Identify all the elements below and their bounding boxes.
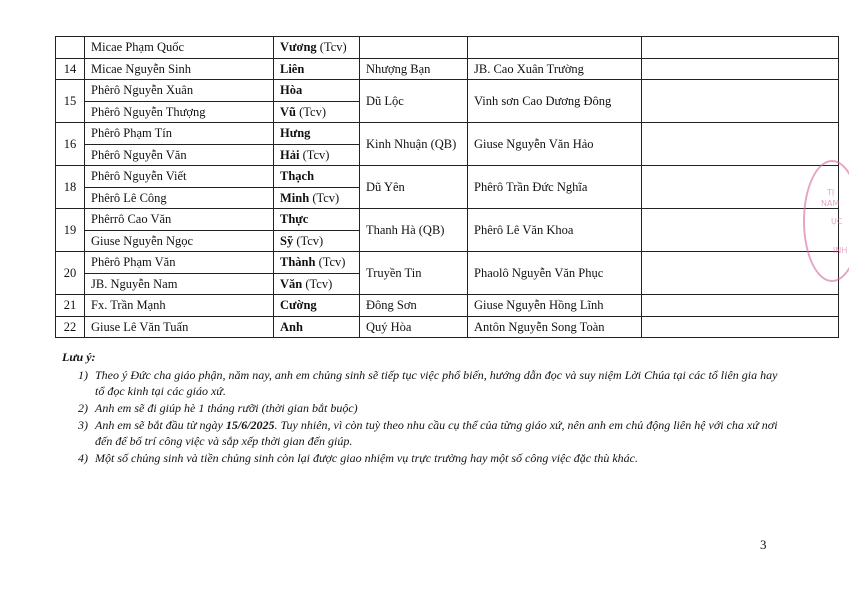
parish-priest-cell: Giuse Nguyễn Văn Hảo <box>468 123 642 166</box>
row-number-cell: 21 <box>56 295 85 317</box>
seminarian-given-name-cell <box>274 230 360 252</box>
notes-heading: Lưu ý: <box>62 350 96 364</box>
seminarian-name-cell: Micae Phạm Quốc <box>85 37 274 59</box>
given-name: Văn <box>280 276 303 291</box>
given-name-suffix: (Tcv) <box>315 255 346 270</box>
note-number: 2) <box>78 401 88 415</box>
note-text-part: . Tuy nhiên, vì còn tuỳ theo nhu cầu cụ thể của từng giáo xứ, nên anh em chủ động liên hệ với cha xứ nơi đến để bố trí công việc và sắp xếp thời gian đến giúp. <box>95 418 778 448</box>
seminarian-name-cell: Giuse Lê Văn Tuấn <box>85 316 274 338</box>
parish-cell: Truyền Tin <box>360 252 468 295</box>
given-name: Hưng <box>280 126 311 141</box>
given-name-suffix: (Tcv) <box>316 40 347 55</box>
remarks-cell <box>642 37 839 59</box>
table-row <box>56 58 839 80</box>
given-name: Thành <box>280 255 316 270</box>
notes-section <box>62 349 782 467</box>
row-number-cell: 20 <box>56 252 85 295</box>
table-row <box>56 295 839 317</box>
seminarian-name-cell: Micae Nguyễn Sinh <box>85 58 274 80</box>
seminarian-given-name-cell <box>274 295 360 317</box>
seminarian-name-cell: Phêrô Nguyễn Văn <box>85 144 274 166</box>
given-name: Thạch <box>280 169 315 184</box>
parish-priest-cell: Phêrô Trần Đức Nghĩa <box>468 166 642 209</box>
seminarian-given-name-cell <box>274 144 360 166</box>
seminarian-given-name-cell <box>274 209 360 231</box>
given-name: Hòa <box>280 83 303 98</box>
parish-cell: Thanh Hà (QB) <box>360 209 468 252</box>
notes-list <box>62 367 782 466</box>
parish-priest-cell: Phêrô Lê Văn Khoa <box>468 209 642 252</box>
row-number-cell: 19 <box>56 209 85 252</box>
seminarian-given-name-cell <box>274 187 360 209</box>
given-name: Hải <box>280 147 300 162</box>
seminarian-name-cell: Phêrô Nguyễn Xuân <box>85 80 274 102</box>
seminarian-given-name-cell <box>274 37 360 59</box>
seminarian-name-cell: Phêrrô Cao Văn <box>85 209 274 231</box>
page-number: 3 <box>760 537 767 552</box>
note-text-part: Anh em sẽ bắt đầu từ ngày <box>95 418 226 432</box>
note-item <box>62 450 782 466</box>
note-text <box>95 400 782 416</box>
given-name: Minh <box>280 190 310 205</box>
table-row <box>56 316 839 338</box>
table-row <box>56 123 839 145</box>
given-name: Vũ <box>280 104 296 119</box>
seminarian-name-cell: Phêrô Lê Công <box>85 187 274 209</box>
table-row <box>56 37 839 59</box>
table-row <box>56 166 839 188</box>
parish-cell <box>360 37 468 59</box>
seminarian-given-name-cell <box>274 123 360 145</box>
seminarian-name-cell: Giuse Nguyễn Ngọc <box>85 230 274 252</box>
table-row <box>56 80 839 102</box>
remarks-cell <box>642 316 839 338</box>
note-number: 1) <box>78 368 88 382</box>
given-name: Sỹ <box>280 233 294 248</box>
note-text <box>95 450 782 466</box>
note-text <box>95 367 782 399</box>
parish-priest-cell: Giuse Nguyễn Hồng Lĩnh <box>468 295 642 317</box>
table-row <box>56 252 839 274</box>
seminarian-name-cell: JB. Nguyễn Nam <box>85 273 274 295</box>
parish-cell: Kinh Nhuận (QB) <box>360 123 468 166</box>
remarks-cell <box>642 295 839 317</box>
seminarian-given-name-cell <box>274 80 360 102</box>
note-number: 4) <box>78 451 88 465</box>
note-text-part: Anh em sẽ đi giúp hè 1 tháng rưỡi (thời gian bắt buộc) <box>95 401 358 415</box>
given-name: Cường <box>280 298 317 313</box>
note-text-part: Theo ý Đức cha giáo phận, năm nay, anh em chủng sinh sẽ tiếp tục việc phổ biến, hướng dẫn đọc và suy niệm Lời Chúa tại các tổ liên gia hay tổ đọc kinh tại các giáo xứ. <box>95 368 778 398</box>
parish-priest-cell: JB. Cao Xuân Trường <box>468 58 642 80</box>
note-text <box>95 417 782 449</box>
seminarian-given-name-cell <box>274 166 360 188</box>
row-number-cell <box>56 37 85 59</box>
row-number-cell: 14 <box>56 58 85 80</box>
seminarian-given-name-cell <box>274 273 360 295</box>
remarks-cell <box>642 80 839 123</box>
seminarian-name-cell: Fx. Trần Mạnh <box>85 295 274 317</box>
seminarian-name-cell: Phêrô Nguyễn Viết <box>85 166 274 188</box>
parish-priest-cell: Phaolô Nguyễn Văn Phục <box>468 252 642 295</box>
parish-priest-cell: Vinh sơn Cao Dương Đông <box>468 80 642 123</box>
given-name: Thực <box>280 212 309 227</box>
parish-priest-cell <box>468 37 642 59</box>
seminarian-name-cell: Phêrô Phạm Văn <box>85 252 274 274</box>
seminarian-given-name-cell <box>274 58 360 80</box>
seminarian-given-name-cell <box>274 316 360 338</box>
table-row <box>56 209 839 231</box>
row-number-cell: 16 <box>56 123 85 166</box>
row-number-cell: 22 <box>56 316 85 338</box>
seal-stamp: TỊ NAM ỤC INH <box>803 160 849 282</box>
remarks-cell <box>642 123 839 166</box>
parish-cell: Nhượng Bạn <box>360 58 468 80</box>
given-name: Vương <box>280 40 317 55</box>
given-name-suffix: (Tcv) <box>293 233 324 248</box>
given-name: Anh <box>280 319 303 334</box>
assignment-table-body <box>56 37 839 338</box>
parish-cell: Quý Hòa <box>360 316 468 338</box>
seminarian-given-name-cell <box>274 252 360 274</box>
assignment-table <box>55 36 839 338</box>
given-name-suffix: (Tcv) <box>302 276 333 291</box>
note-item <box>62 417 782 449</box>
parish-cell: Dũ Lộc <box>360 80 468 123</box>
given-name-suffix: (Tcv) <box>295 104 326 119</box>
note-item <box>62 400 782 416</box>
parish-cell: Đông Sơn <box>360 295 468 317</box>
row-number-cell: 18 <box>56 166 85 209</box>
given-name-suffix: (Tcv) <box>309 190 340 205</box>
seminarian-given-name-cell <box>274 101 360 123</box>
given-name-suffix: (Tcv) <box>299 147 330 162</box>
note-number: 3) <box>78 418 88 432</box>
seminarian-name-cell: Phêrô Nguyễn Thượng <box>85 101 274 123</box>
note-item <box>62 367 782 399</box>
seminarian-name-cell: Phêrô Phạm Tín <box>85 123 274 145</box>
remarks-cell <box>642 58 839 80</box>
row-number-cell: 15 <box>56 80 85 123</box>
parish-cell: Dũ Yên <box>360 166 468 209</box>
note-date: 15/6/2025 <box>225 418 275 432</box>
given-name: Liên <box>280 61 305 76</box>
note-text-part: Một số chủng sinh và tiền chủng sinh còn lại được giao nhiệm vụ trực trường hay một số công việc đặc thù khác. <box>95 451 639 465</box>
parish-priest-cell: Antôn Nguyễn Song Toàn <box>468 316 642 338</box>
